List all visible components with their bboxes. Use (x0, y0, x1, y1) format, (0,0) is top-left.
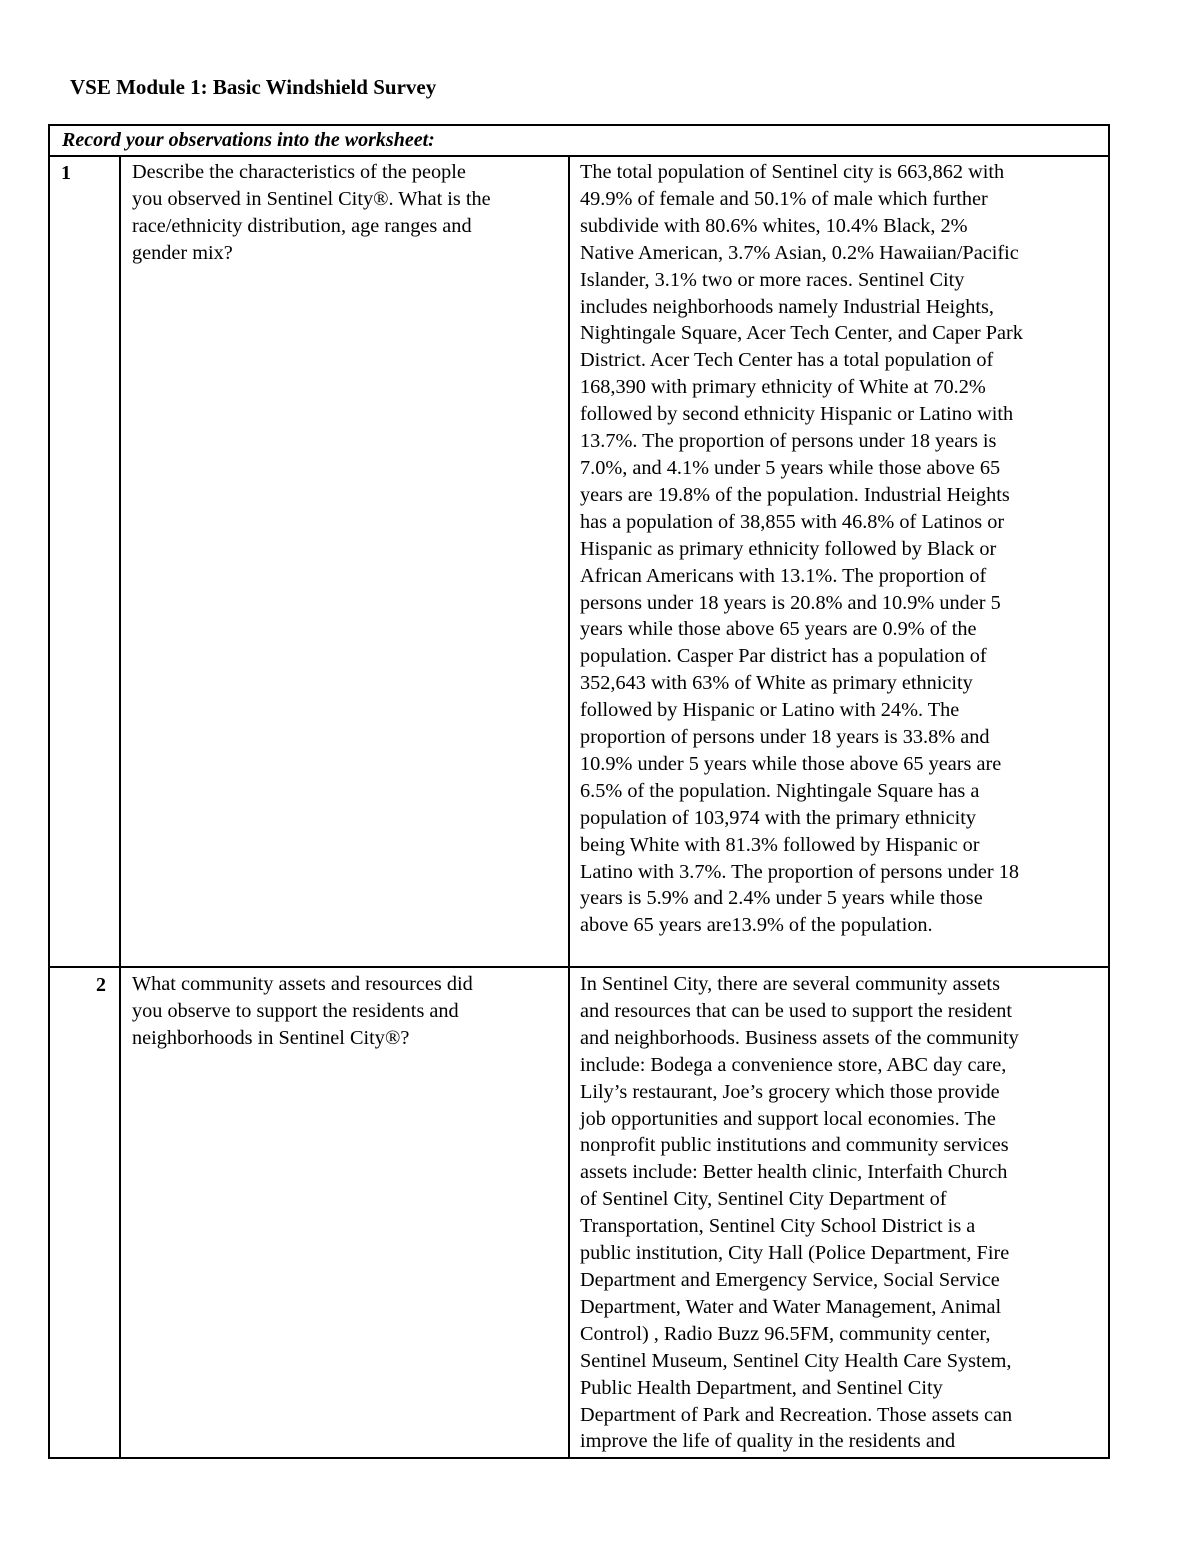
text-line: 13.7%. The proportion of persons under 18 years is (580, 430, 997, 453)
text-line: persons under 18 years is 20.8% and 10.9% under 5 (580, 591, 1001, 614)
text-line: In Sentinel City, there are several community assets (580, 973, 1000, 995)
worksheet-table (48, 124, 1110, 1459)
text-line: What community assets and resources did (132, 973, 473, 995)
text-line: Describe the characteristics of the people (132, 161, 466, 183)
text-line: nonprofit public institutions and community services (580, 1134, 1009, 1157)
text-line: Lily’s restaurant, Joe’s grocery which those provide (580, 1080, 1000, 1103)
text-line: years while those above 65 years are 0.9% of the (580, 618, 977, 641)
text-line: above 65 years are13.9% of the population. (580, 914, 933, 937)
text-line: Department and Emergency Service, Social Service (580, 1268, 1000, 1291)
text-line: you observed in Sentinel City®. What is the (132, 187, 491, 210)
text-line: District. Acer Tech Center has a total population of (580, 349, 994, 372)
text-line: 352,643 with 63% of White as primary ethnicity (580, 672, 973, 695)
text-line: job opportunities and support local economies. The (580, 1107, 996, 1130)
text-line: population. Casper Par district has a population of (580, 645, 987, 668)
text-line: 10.9% under 5 years while those above 65 years are (580, 752, 1002, 775)
text-line: Islander, 3.1% two or more races. Sentinel City (580, 268, 965, 291)
text-line: has a population of 38,855 with 46.8% of Latinos or (580, 510, 1005, 533)
text-line: Nightingale Square, Acer Tech Center, and Caper Park (580, 322, 1023, 345)
text-line: followed by second ethnicity Hispanic or Latino with (580, 403, 1014, 426)
text-line: gender mix? (132, 241, 233, 264)
text-line: proportion of persons under 18 years is 33.8% and (580, 726, 990, 749)
text-line: assets include: Better health clinic, Interfaith Church (580, 1161, 1008, 1184)
text-line: include: Bodega a convenience store, ABC day care, (580, 1053, 1007, 1076)
text-line: Department, Water and Water Management, Animal (580, 1295, 1002, 1318)
text-line: Latino with 3.7%. The proportion of persons under 18 (580, 860, 1019, 883)
row-2-question (132, 971, 473, 1052)
text-line: population of 103,974 with the primary ethnicity (580, 806, 976, 829)
text-line: followed by Hispanic or Latino with 24%. The (580, 699, 960, 722)
column-divider-answer (568, 155, 570, 1457)
row-2-answer (580, 971, 1019, 1455)
text-line: and resources that can be used to support the resident (580, 999, 1012, 1022)
text-line: you observe to support the residents and (132, 999, 459, 1022)
text-line: Department of Park and Recreation. Those assets can (580, 1403, 1013, 1426)
text-line: neighborhoods in Sentinel City®? (132, 1026, 410, 1049)
text-line: Hispanic as primary ethnicity followed by Black or (580, 537, 997, 560)
text-line: The total population of Sentinel city is 663,862 with (580, 161, 1005, 183)
text-line: Transportation, Sentinel City School District is a (580, 1215, 976, 1238)
text-line: 7.0%, and 4.1% under 5 years while those above 65 (580, 456, 1001, 479)
row-1-answer (580, 159, 1023, 939)
text-line: 168,390 with primary ethnicity of White at 70.2% (580, 376, 986, 399)
text-line: being White with 81.3% followed by Hispanic or (580, 833, 980, 856)
text-line: includes neighborhoods namely Industrial Heights, (580, 295, 995, 318)
text-line: public institution, City Hall (Police Department, Fire (580, 1242, 1010, 1265)
column-divider-number (119, 155, 121, 1457)
text-line: Control) , Radio Buzz 96.5FM, community center, (580, 1322, 991, 1345)
text-line: 6.5% of the population. Nightingale Square has a (580, 779, 980, 802)
text-line: African Americans with 13.1%. The proportion of (580, 564, 987, 587)
row-2-number: 2 (96, 974, 106, 996)
row-1-question (132, 159, 491, 267)
text-line: years are 19.8% of the population. Industrial Heights (580, 483, 1010, 506)
worksheet-header: Record your observations into the worksheet: (50, 126, 1108, 157)
text-line: subdivide with 80.6% whites, 10.4% Black, 2% (580, 214, 968, 237)
row-divider (50, 966, 1108, 968)
text-line: Sentinel Museum, Sentinel City Health Care System, (580, 1349, 1012, 1372)
text-line: Public Health Department, and Sentinel City (580, 1376, 943, 1399)
text-line: of Sentinel City, Sentinel City Department of (580, 1188, 947, 1211)
text-line: improve the life of quality in the residents and (580, 1430, 956, 1453)
text-line: Native American, 3.7% Asian, 0.2% Hawaiian/Pacific (580, 241, 1019, 264)
text-line: 49.9% of female and 50.1% of male which further (580, 187, 988, 210)
row-1-number: 1 (61, 162, 71, 184)
text-line: race/ethnicity distribution, age ranges and (132, 214, 472, 237)
text-line: years is 5.9% and 2.4% under 5 years while those (580, 887, 983, 910)
text-line: and neighborhoods. Business assets of the community (580, 1026, 1019, 1049)
document-title: VSE Module 1: Basic Windshield Survey (70, 75, 437, 99)
